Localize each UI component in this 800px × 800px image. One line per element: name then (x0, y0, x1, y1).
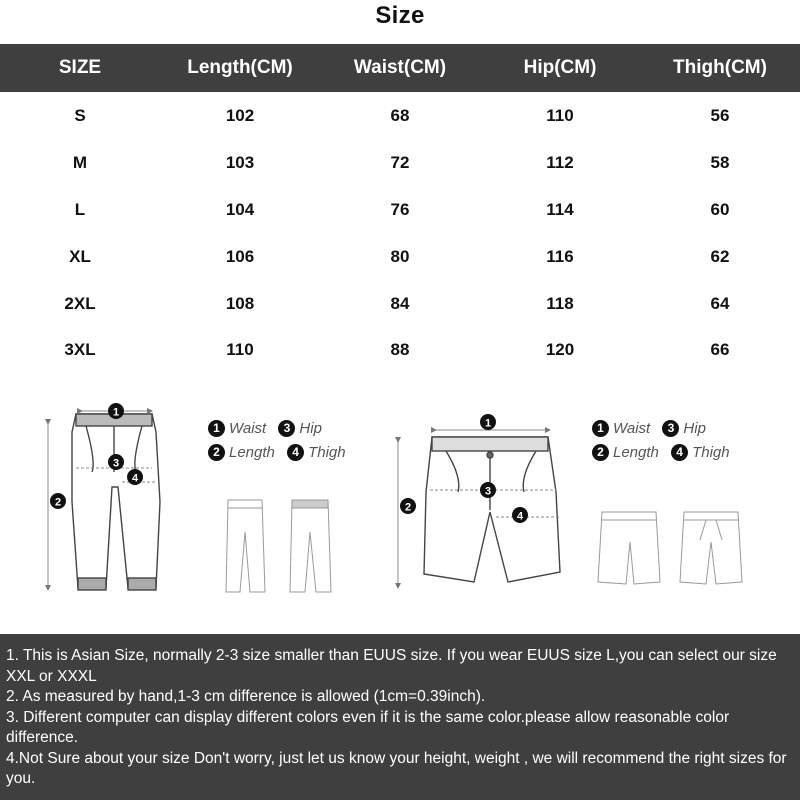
cell-length: 110 (226, 340, 254, 360)
note-2: 2. As measured by hand,1-3 cm difference is allowed (1cm=0.39inch). (6, 688, 486, 705)
svg-text:3: 3 (112, 457, 120, 470)
header-thigh: Thigh(CM) (673, 57, 767, 78)
legend-hip-label: Hip (683, 420, 706, 437)
badge-1: 1 (592, 420, 609, 437)
cell-length: 104 (225, 199, 255, 219)
cell-hip: 114 (546, 199, 574, 219)
cell-waist: 72 (390, 153, 410, 173)
cell-length: 102 (225, 106, 255, 126)
legend-thigh-label: Thigh (692, 444, 730, 461)
cell-thigh: 56 (710, 106, 730, 126)
cell-thigh: 58 (710, 153, 730, 173)
note-1: 1. This is Asian Size, normally 2-3 size smaller than EUUS size. If you wear EUUS size L,you can select our size XXL or XXXL (6, 647, 777, 685)
size-notes (0, 634, 800, 800)
svg-text:3: 3 (484, 485, 492, 498)
cell-length: 103 (225, 153, 255, 173)
svg-text:4: 4 (516, 510, 524, 523)
svg-text:2: 2 (404, 501, 412, 514)
cell-waist: 84 (390, 293, 410, 313)
legend-waist-label: Waist (613, 420, 651, 437)
cell-waist: 80 (390, 246, 410, 266)
cell-hip: 112 (546, 153, 574, 173)
badge-4: 4 (287, 444, 304, 461)
table-row (0, 327, 800, 374)
legend-left (208, 416, 354, 464)
legend-length-label: Length (613, 444, 659, 461)
legend-length-label: Length (229, 444, 275, 461)
small-shorts-back-icon (680, 512, 742, 584)
cell-size: L (74, 199, 86, 219)
cell-size: S (74, 106, 86, 126)
legend-right (592, 416, 738, 464)
legend-waist-label: Waist (229, 420, 267, 437)
badge-2: 2 (592, 444, 609, 461)
header-size: SIZE (58, 57, 102, 78)
legend-hip-label: Hip (299, 420, 322, 437)
table-row (0, 93, 800, 140)
header-length: Length(CM) (187, 57, 293, 78)
cell-size: M (72, 153, 88, 173)
badge-2: 2 (208, 444, 225, 461)
small-shorts-front-icon (598, 512, 660, 584)
cell-hip: 118 (546, 293, 574, 313)
header-waist: Waist(CM) (353, 57, 447, 78)
small-pants-front-icon (226, 500, 265, 592)
cell-size: 3XL (64, 340, 96, 360)
shorts-icon (424, 437, 560, 582)
page-title: Size (375, 2, 425, 29)
cell-hip: 120 (545, 340, 575, 360)
cell-waist: 76 (390, 199, 410, 219)
small-pants-back-icon (290, 500, 331, 592)
svg-text:4: 4 (131, 472, 139, 485)
cell-length: 106 (225, 246, 255, 266)
table-row (0, 140, 800, 187)
measurement-diagrams (0, 392, 800, 624)
cell-thigh: 64 (710, 293, 730, 313)
long-pants-icon (72, 414, 160, 590)
cell-length: 108 (225, 293, 255, 313)
header-hip: Hip(CM) (523, 57, 597, 78)
cell-waist: 88 (390, 340, 410, 360)
cell-hip: 116 (546, 246, 574, 266)
cell-thigh: 62 (710, 246, 730, 266)
cell-hip: 110 (546, 106, 574, 126)
badge-3: 3 (662, 420, 679, 437)
cell-waist: 68 (390, 106, 410, 126)
size-table-body (0, 93, 800, 374)
note-4: 4.Not Sure about your size Don't worry, just let us know your height, weight , we will recommend the right sizes for you. (6, 749, 787, 787)
size-table-header (0, 44, 800, 92)
badge-3: 3 (278, 420, 295, 437)
cell-size: 2XL (64, 293, 96, 313)
cell-thigh: 60 (710, 199, 730, 219)
cell-size: XL (69, 246, 91, 266)
table-row (0, 233, 800, 280)
badge-1: 1 (208, 420, 225, 437)
svg-text:1: 1 (112, 406, 120, 419)
cell-thigh: 66 (710, 340, 730, 360)
legend-thigh-label: Thigh (308, 444, 346, 461)
svg-text:2: 2 (54, 496, 62, 509)
table-row (0, 187, 800, 234)
badge-4: 4 (671, 444, 688, 461)
svg-text:1: 1 (484, 417, 492, 430)
note-3: 3. Different computer can display different colors even if it is the same color.please allow reasonable color difference. (6, 708, 730, 746)
table-row (0, 280, 800, 327)
